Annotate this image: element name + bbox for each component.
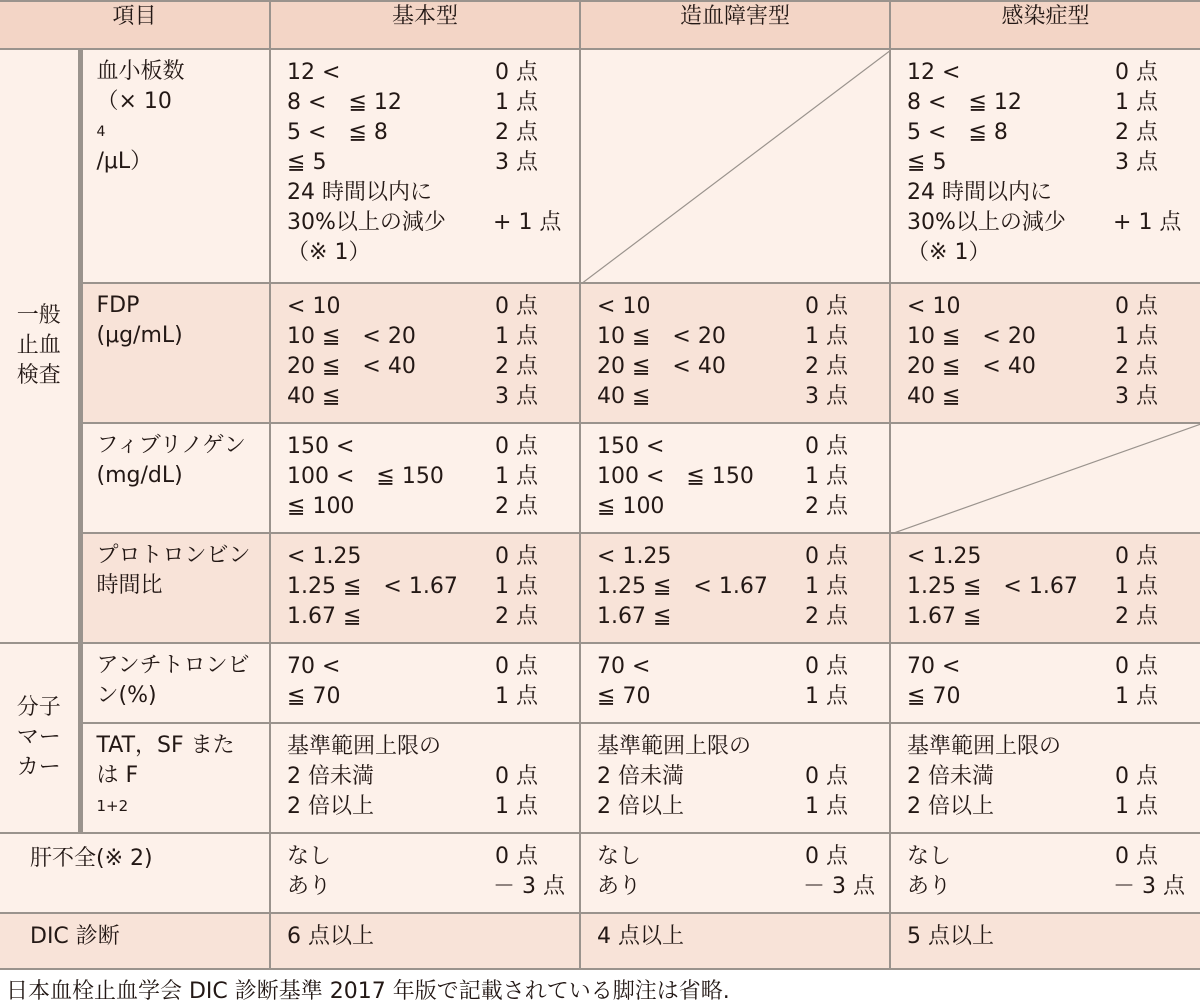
score-line [287, 352, 579, 382]
score-platelet-infect [890, 49, 1200, 283]
score-liver-hemato [580, 833, 890, 913]
row-dic-diagnosis [0, 913, 1200, 969]
item-tat: TAT，SF また は F 1+2 [80, 723, 270, 833]
score-line [287, 432, 579, 462]
score-points: 0 点 [1115, 654, 1159, 679]
score-range: 150 < [597, 434, 665, 459]
score-points: 3 点 [495, 384, 539, 409]
score-range: ≦ 70 [287, 684, 341, 709]
score-points: － 3 点 [803, 874, 875, 899]
score-points: 1 点 [1115, 574, 1159, 599]
score-line [907, 178, 1200, 208]
score-range: 2 倍以上 [597, 794, 685, 819]
score-range: 1.67 ≦ [597, 604, 672, 629]
score-line [907, 382, 1200, 412]
score-points: 1 点 [495, 464, 539, 489]
score-points: 0 点 [495, 844, 539, 869]
score-range: 5 < ≦ 8 [287, 120, 388, 145]
dic-infect: 5 点以上 [890, 913, 1200, 969]
score-line [597, 542, 889, 572]
score-line [597, 322, 889, 352]
score-range: 40 ≦ [597, 384, 651, 409]
header-infect: 感染症型 [890, 1, 1200, 49]
score-range: 基準範囲上限の [597, 734, 752, 759]
score-line [907, 322, 1200, 352]
score-range: ≦ 5 [287, 150, 327, 175]
score-line [907, 208, 1200, 238]
score-points: 0 点 [495, 654, 539, 679]
score-points: 0 点 [495, 434, 539, 459]
score-line [907, 58, 1200, 88]
score-range: 40 ≦ [287, 384, 341, 409]
score-range: < 1.25 [287, 544, 362, 569]
score-points: 0 点 [805, 764, 849, 789]
score-fibrinogen-basic [270, 423, 580, 533]
score-points: － 3 点 [493, 874, 565, 899]
score-points: 1 点 [805, 464, 849, 489]
score-pt-hemato [580, 533, 890, 643]
score-pt-infect [890, 533, 1200, 643]
score-line [287, 682, 579, 712]
score-points: 2 点 [495, 494, 539, 519]
score-range: 100 < ≦ 150 [287, 464, 444, 489]
row-fdp [0, 283, 1200, 423]
group-general-hemostasis: 一般 止血 検査 [0, 49, 80, 643]
score-points: 0 点 [805, 434, 849, 459]
score-points: 1 点 [495, 794, 539, 819]
score-line [597, 652, 889, 682]
header-basic: 基本型 [270, 1, 580, 49]
score-line [907, 292, 1200, 322]
score-range: 1.25 ≦ < 1.67 [287, 574, 458, 599]
score-line [287, 118, 579, 148]
score-line [287, 842, 579, 872]
score-at-basic [270, 643, 580, 723]
score-points: 2 点 [805, 494, 849, 519]
score-range: 1.25 ≦ < 1.67 [597, 574, 768, 599]
score-points: 0 点 [805, 654, 849, 679]
score-points: 1 点 [805, 574, 849, 599]
score-range: 12 < [907, 60, 961, 85]
score-line [597, 492, 889, 522]
score-range: 8 < ≦ 12 [907, 90, 1022, 115]
score-points: 1 点 [1115, 684, 1159, 709]
score-fdp-basic [270, 283, 580, 423]
score-range: < 10 [287, 294, 341, 319]
score-points: 0 点 [1115, 764, 1159, 789]
row-pt [0, 533, 1200, 643]
score-line [907, 352, 1200, 382]
score-fdp-infect [890, 283, 1200, 423]
score-line [597, 432, 889, 462]
score-points: 3 点 [495, 150, 539, 175]
item-fibrinogen: フィブリノゲン (mg/dL) [80, 423, 270, 533]
score-points: 1 点 [805, 684, 849, 709]
score-line [907, 792, 1200, 822]
score-points: 0 点 [1115, 60, 1159, 85]
score-points: 1 点 [495, 90, 539, 115]
score-range: < 10 [597, 294, 651, 319]
score-points: 0 点 [1115, 844, 1159, 869]
item-fdp: FDP (μg/mL) [80, 283, 270, 423]
score-tat-infect [890, 723, 1200, 833]
score-range: 8 < ≦ 12 [287, 90, 402, 115]
score-line [597, 572, 889, 602]
score-points: 3 点 [1115, 384, 1159, 409]
score-points: 0 点 [805, 844, 849, 869]
score-points: 0 点 [1115, 544, 1159, 569]
group-molecular-marker: 分子 マー カー [0, 643, 80, 833]
score-points: 2 点 [1115, 604, 1159, 629]
score-pt-basic [270, 533, 580, 643]
score-range: 1.67 ≦ [907, 604, 982, 629]
score-range: （※ 1） [907, 240, 991, 265]
score-range: あり [287, 874, 332, 899]
score-range: あり [907, 874, 952, 899]
score-line [597, 352, 889, 382]
score-points: 3 点 [1115, 150, 1159, 175]
header-row [0, 1, 1200, 49]
score-line [287, 732, 579, 762]
score-range: 24 時間以内に [287, 180, 433, 205]
score-range: 2 倍以上 [907, 794, 995, 819]
score-points: 2 点 [495, 604, 539, 629]
score-liver-infect [890, 833, 1200, 913]
score-line [287, 602, 579, 632]
score-line [597, 682, 889, 712]
score-at-hemato [580, 643, 890, 723]
score-line [287, 792, 579, 822]
score-points: 3 点 [805, 384, 849, 409]
score-range: 30%以上の減少 [287, 210, 446, 235]
score-range: 30%以上の減少 [907, 210, 1066, 235]
row-tat [0, 723, 1200, 833]
score-points: 0 点 [805, 544, 849, 569]
score-range: ≦ 100 [287, 494, 355, 519]
score-points: 1 点 [805, 794, 849, 819]
score-line [907, 842, 1200, 872]
score-points: 0 点 [495, 294, 539, 319]
score-points: 2 点 [805, 604, 849, 629]
score-range: ≦ 100 [597, 494, 665, 519]
score-points: 0 点 [495, 544, 539, 569]
score-line [287, 572, 579, 602]
score-tat-basic [270, 723, 580, 833]
score-line [907, 602, 1200, 632]
score-points: 2 点 [805, 354, 849, 379]
score-range: （※ 1） [287, 240, 371, 265]
score-points: 2 点 [495, 354, 539, 379]
score-platelet-hemato-na [580, 49, 890, 283]
score-range: 150 < [287, 434, 355, 459]
score-fdp-hemato [580, 283, 890, 423]
row-antithrombin [0, 643, 1200, 723]
score-points: + 1 点 [1113, 210, 1182, 235]
score-points: 0 点 [805, 294, 849, 319]
score-line [287, 542, 579, 572]
score-range: 10 ≦ < 20 [597, 324, 726, 349]
score-line [907, 88, 1200, 118]
score-points: 1 点 [1115, 324, 1159, 349]
score-liver-basic [270, 833, 580, 913]
score-line [907, 732, 1200, 762]
row-platelet [0, 49, 1200, 283]
score-range: 70 < [287, 654, 341, 679]
score-platelet-basic [270, 49, 580, 283]
score-range: 70 < [597, 654, 651, 679]
score-points: 0 点 [495, 764, 539, 789]
score-line [597, 462, 889, 492]
score-line [287, 292, 579, 322]
score-points: 0 点 [495, 60, 539, 85]
score-points: 2 点 [495, 120, 539, 145]
score-line [287, 872, 579, 902]
score-line [287, 382, 579, 412]
score-line [287, 652, 579, 682]
score-line [597, 602, 889, 632]
score-line [907, 118, 1200, 148]
score-range: 10 ≦ < 20 [287, 324, 416, 349]
score-line [287, 58, 579, 88]
item-platelet: 血小板数 （× 10 4 /μL） [80, 49, 270, 283]
score-line [287, 238, 579, 268]
score-line [597, 872, 889, 902]
score-fibrinogen-hemato [580, 423, 890, 533]
score-fibrinogen-infect-na [890, 423, 1200, 533]
header-hemato: 造血障害型 [580, 1, 890, 49]
score-range: 基準範囲上限の [907, 734, 1062, 759]
dic-basic: 6 点以上 [270, 913, 580, 969]
score-points: － 3 点 [1113, 874, 1185, 899]
footnote: 日本血栓止血学会 DIC 診断基準 2017 年版で記載されている脚注は省略. [6, 979, 730, 1004]
score-range: 20 ≦ < 40 [907, 354, 1036, 379]
row-liver [0, 833, 1200, 913]
score-line [907, 872, 1200, 902]
score-line [907, 762, 1200, 792]
score-range: ≦ 70 [597, 684, 651, 709]
score-points: 2 点 [1115, 120, 1159, 145]
score-line [287, 492, 579, 522]
score-range: 100 < ≦ 150 [597, 464, 754, 489]
score-line [597, 842, 889, 872]
score-tat-hemato [580, 723, 890, 833]
score-line [907, 148, 1200, 178]
score-line [287, 148, 579, 178]
row-fibrinogen [0, 423, 1200, 533]
item-liver: 肝不全(※ 2) [0, 833, 270, 913]
score-points: 0 点 [1115, 294, 1159, 319]
score-points: 1 点 [495, 324, 539, 349]
score-range: < 10 [907, 294, 961, 319]
score-range: 5 < ≦ 8 [907, 120, 1008, 145]
score-range: 基準範囲上限の [287, 734, 442, 759]
score-line [907, 572, 1200, 602]
score-range: ≦ 5 [907, 150, 947, 175]
item-antithrombin: アンチトロンビ ン(%) [80, 643, 270, 723]
score-range: < 1.25 [597, 544, 672, 569]
score-points: 1 点 [805, 324, 849, 349]
score-line [597, 292, 889, 322]
score-range: なし [287, 844, 332, 869]
score-range: < 1.25 [907, 544, 982, 569]
score-line [287, 462, 579, 492]
score-range: 24 時間以内に [907, 180, 1053, 205]
score-line [907, 682, 1200, 712]
score-range: 1.67 ≦ [287, 604, 362, 629]
score-line [287, 322, 579, 352]
score-range: 2 倍未満 [597, 764, 685, 789]
score-line [287, 762, 579, 792]
score-range: 40 ≦ [907, 384, 961, 409]
score-range: 2 倍以上 [287, 794, 375, 819]
score-points: 1 点 [1115, 794, 1159, 819]
score-line [287, 208, 579, 238]
score-line [907, 652, 1200, 682]
score-range: 70 < [907, 654, 961, 679]
score-range: ≦ 70 [907, 684, 961, 709]
score-line [907, 542, 1200, 572]
not-applicable-diagonal [891, 424, 1200, 534]
header-item: 項目 [0, 1, 270, 49]
score-line [597, 762, 889, 792]
score-range: 20 ≦ < 40 [597, 354, 726, 379]
score-points: 1 点 [495, 574, 539, 599]
score-points: + 1 点 [493, 210, 562, 235]
score-range: なし [907, 844, 952, 869]
score-range: なし [597, 844, 642, 869]
score-line [597, 732, 889, 762]
score-line [287, 178, 579, 208]
score-points: 1 点 [1115, 90, 1159, 115]
score-range: 20 ≦ < 40 [287, 354, 416, 379]
score-points: 1 点 [495, 684, 539, 709]
score-range: 12 < [287, 60, 341, 85]
score-range: 2 倍未満 [907, 764, 995, 789]
not-applicable-diagonal [581, 50, 891, 284]
dic-hemato: 4 点以上 [580, 913, 890, 969]
score-points: 2 点 [1115, 354, 1159, 379]
item-pt: プロトロンビン 時間比 [80, 533, 270, 643]
score-range: 1.25 ≦ < 1.67 [907, 574, 1078, 599]
score-line [907, 238, 1200, 268]
score-range: 2 倍未満 [287, 764, 375, 789]
score-line [597, 382, 889, 412]
item-dic: DIC 診断 [0, 913, 270, 969]
score-line [287, 88, 579, 118]
score-line [597, 792, 889, 822]
score-at-infect [890, 643, 1200, 723]
score-range: あり [597, 874, 642, 899]
score-range: 10 ≦ < 20 [907, 324, 1036, 349]
